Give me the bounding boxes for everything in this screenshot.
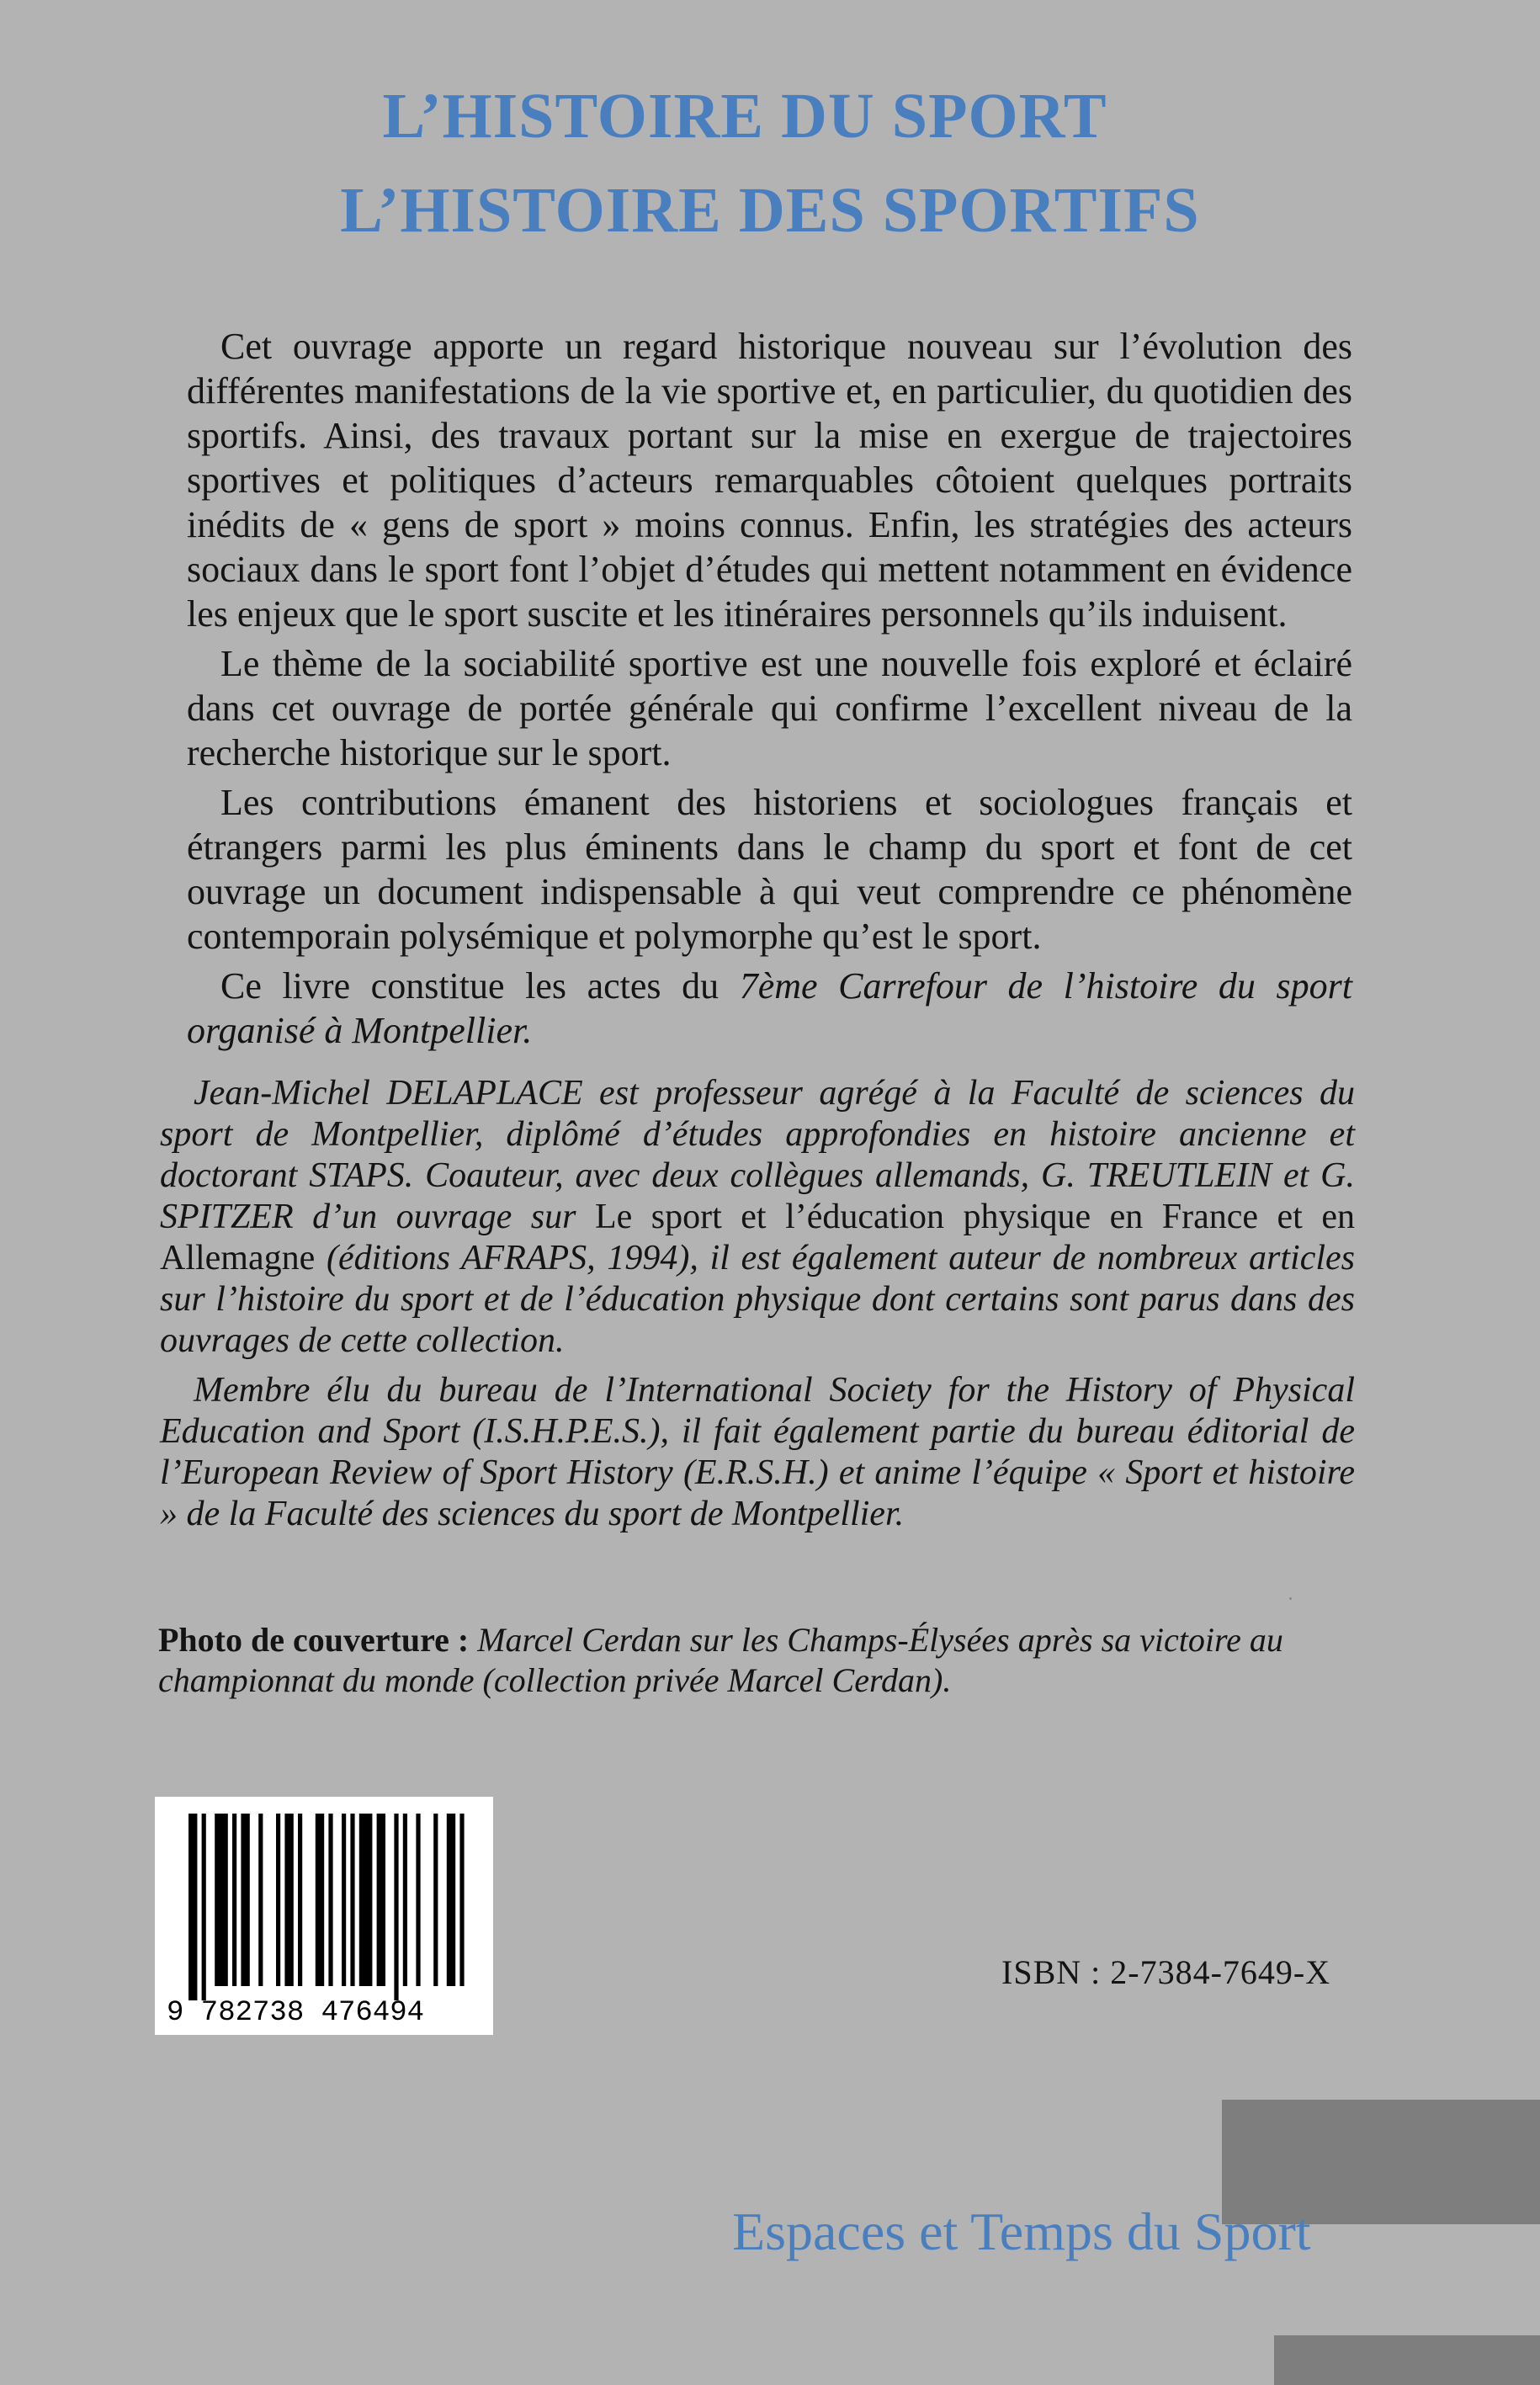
barcode-bar [350, 1814, 354, 1986]
barcode-bar [342, 1814, 346, 1986]
print-speck [1289, 1597, 1292, 1600]
barcode-bar [284, 1814, 293, 1986]
barcode-bar [459, 1814, 464, 1986]
grey-band-bottom [1274, 2335, 1540, 2385]
title-line-1: L’HISTOIRE DU SPORT [382, 81, 1107, 151]
actes-text: Ce livre constitue les actes du [220, 965, 740, 1007]
barcode-bar [416, 1814, 420, 1986]
barcode-digits: 9 782738 476494 [167, 1997, 425, 2029]
barcode-bar [241, 1814, 249, 1986]
photo-credit [158, 1620, 1362, 1701]
barcode-bar [377, 1814, 385, 1986]
summary-paragraph-4 [187, 964, 1352, 1053]
barcode-bar [202, 1814, 206, 2000]
bio-paragraph-1 [160, 1073, 1355, 1362]
bio-text-a: Jean-Michel DELAPLACE est professeur agrégé à la Faculté de sciences du sport de Montpellier, diplômé d’études approfondies en histoire ancienne et doctorant STAPS. Coauteur, avec deux collègues allemands, G. TREUTLEIN et G. SPITZER d’un ouvrage sur [160, 1074, 1355, 1236]
photo-credit-label: Photo de couverture : [158, 1621, 470, 1659]
barcode-bar [403, 1814, 407, 1986]
title-line-2: L’HISTOIRE DES SPORTIFS [340, 175, 1200, 246]
bio-paragraph-2: Membre élu du bureau de l’International Society for the History of Physical Education and Sport (I.S.H.P.E.S.), il fait également partie du bureau éditorial de l’European Review of Sport History (E.R.S.H.) et anime l’équipe « Sport et histoire » de la Faculté des sciences du sport de Montpellier. [160, 1371, 1355, 1533]
barcode-bar [276, 1814, 280, 1986]
barcode-bar [232, 1814, 236, 1986]
author-bio [160, 1073, 1355, 1535]
barcode-bar [316, 1814, 324, 1986]
barcode-bar [328, 1814, 332, 1986]
barcode-bar [359, 1814, 373, 1986]
summary-paragraph-3: Les contributions émanent des historiens et sociologues français et étrangers parmi les plus éminents dans le champ du sport et font de cet ouvrage un document indispensable à qui veut comprendre ce phénomène contemporain polysémique et polymorphe qu’est le sport. [187, 782, 1352, 957]
actes-italic: 7ème Carrefour de l’histoire du sport organisé à Montpellier. [187, 965, 1352, 1051]
photo-credit-text: Marcel Cerdan sur les Champs-Élysées après sa victoire au championnat du monde (collection privée Marcel Cerdan). [158, 1621, 1283, 1699]
isbn: ISBN : 2-7384-7649-X [1001, 1953, 1331, 1991]
barcode-bar [433, 1814, 438, 1986]
summary-text [187, 324, 1352, 1053]
barcode-bar [298, 1814, 302, 1986]
barcode-bars [189, 1814, 465, 2000]
bio-text-b: (éditions AFRAPS, 1994), il est également auteur de nombreux articles sur l’histoire du sport et de l’éducation physique dont certains sont parus dans des ouvrages de cette collection. [160, 1239, 1355, 1360]
barcode-bar [215, 1814, 228, 1986]
bio-book-title: Le sport et l’éducation physique en France et en Allemagne [160, 1198, 1355, 1277]
summary-paragraph-2: Le thème de la sociabilité sportive est une nouvelle fois exploré et éclairé dans cet ouvrage de portée générale qui confirme l’excellent niveau de la recherche historique sur le sport. [187, 643, 1352, 773]
barcode-bar [258, 1814, 263, 1986]
summary-paragraph-1: Cet ouvrage apporte un regard historique nouveau sur l’évolution des différentes manifestations de la vie sportive et, en particulier, du quotidien des sportifs. Ainsi, des travaux portant sur la mise en exergue de trajectoires sportives et politiques d’acteurs remarquables côtoient quelques portraits inédits de « gens de sport » moins connus. Enfin, les stratégies des acteurs sociaux dans le sport font l’objet d’études qui mettent notamment en évidence les enjeux que le sport suscite et les itinéraires personnels qu’ils induisent. [187, 326, 1352, 635]
series-title: Espaces et Temps du Sport [732, 2202, 1311, 2261]
barcode-bar [394, 1814, 398, 2000]
barcode-bar [447, 1814, 455, 1986]
barcode-bar [189, 1814, 197, 2000]
barcode-graphic [155, 1797, 493, 2035]
barcode [155, 1797, 493, 2035]
